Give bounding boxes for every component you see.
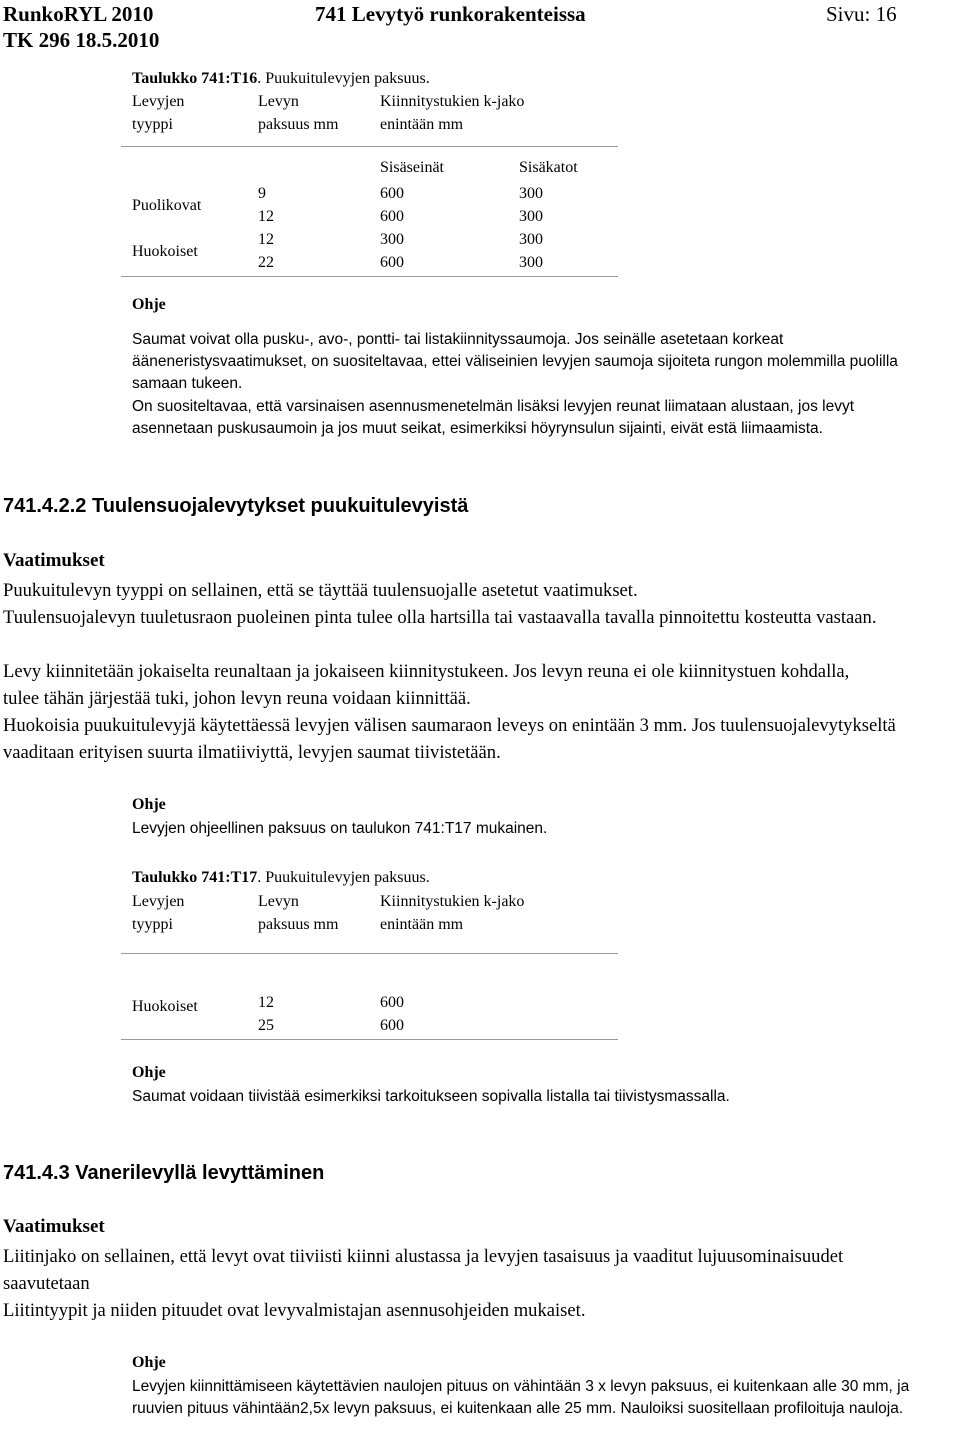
- table16-row1-type: Puolikovat: [132, 197, 202, 214]
- section-heading-741-4-2-2: 741.4.2.2 Tuulensuojalevytykset puukuitulevyistä: [3, 495, 469, 517]
- ohje2-text: Levyjen ohjeellinen paksuus on taulukon 741:T17 mukainen.: [132, 820, 548, 837]
- table17-col-spacing-1: Kiinnitystukien k-jako: [380, 893, 525, 910]
- section742-paragraph-3: Levy kiinnitetään jokaiselta reunaltaan ja jokaiseen kiinnitystukeen. Jos levyn reuna ei ole kiinnitystuen kohdalla, tulee tähän järjestää tuki, johon levyn reuna voidaan kiinnittää.: [3, 661, 850, 709]
- doc-id: TK 296 18.5.2010: [3, 28, 160, 52]
- table17-header-rule: [121, 953, 618, 954]
- table16-row2-ceilings-b: 300: [519, 254, 543, 271]
- doc-title: RunkoRYL 2010: [3, 2, 154, 26]
- section-title: 741 Levytyö runkorakenteissa: [315, 2, 586, 26]
- table17-col-type-2: tyyppi: [132, 916, 173, 933]
- section742-paragraph-4: Huokoisia puukuitulevyjä käytettäessä levyjen välisen saumaraon leveys on enintään 3 mm. Jos tuulensuojalevytykseltä vaaditaan erityisen suurta ilmatiiviyttä, levyjen saumat tiivistetään.: [3, 715, 896, 763]
- section-heading-741-4-3: 741.4.3 Vanerilevyllä levyttäminen: [3, 1162, 325, 1184]
- table17-col-thickness-1: Levyn: [258, 893, 299, 910]
- table17-caption: [132, 869, 430, 887]
- table16-row2-thickness-a: 12: [258, 231, 274, 248]
- table17-bottom-rule: [121, 1039, 618, 1040]
- section743-requirements-label: Vaatimukset: [3, 1216, 105, 1237]
- table16-row1-ceilings-a: 300: [519, 185, 543, 202]
- table16-col-thickness-2: paksuus mm: [258, 116, 339, 133]
- table16-sub-walls: Sisäseinät: [380, 159, 444, 176]
- table16-col-spacing-1: Kiinnitystukien k-jako: [380, 93, 525, 110]
- table17-caption-text: . Puukuitulevyjen paksuus.: [257, 869, 430, 886]
- table16-row1-ceilings-b: 300: [519, 208, 543, 225]
- ohje3-text: Saumat voidaan tiivistää esimerkiksi tarkoitukseen sopivalla listalla tai tiivistysmassalla.: [132, 1088, 730, 1105]
- ohje1-label: Ohje: [132, 296, 166, 313]
- table17-col-thickness-2: paksuus mm: [258, 916, 339, 933]
- table16-row1-thickness-b: 12: [258, 208, 274, 225]
- table16-caption-id: Taulukko 741:T16: [132, 70, 258, 87]
- table16-col-spacing-2: enintään mm: [380, 116, 464, 133]
- ohje1-paragraph-2: On suositeltavaa, että varsinaisen asennusmenetelmän lisäksi levyjen reunat liimataan alustaan, jos levyt asennetaan puskusaumoin ja jos muut seikat, esimerkiksi höyrynsulun sijainti, eivät estä liimaamista.: [132, 398, 854, 437]
- table16-row2-ceilings-a: 300: [519, 231, 543, 248]
- ohje2-label: Ohje: [132, 796, 166, 813]
- table16-col-type-1: Levyjen: [132, 93, 185, 110]
- table16-row2-thickness-b: 22: [258, 254, 274, 271]
- table16-caption-text: . Puukuitulevyjen paksuus.: [257, 70, 430, 87]
- table17-row1-thickness-b: 25: [258, 1017, 274, 1034]
- ohje1-paragraph-1: Saumat voivat olla pusku-, avo-, pontti- tai listakiinnityssaumoja. Jos seinälle asetetaan korkeat ääneneristysvaatimukset, on suositeltavaa, ettei väliseinien levyjen saumoja sijoiteta rungon molemmilla puolilla samaan tukeen.: [132, 331, 898, 392]
- page-label: Sivu: 16: [826, 2, 897, 26]
- table16-header-rule: [121, 146, 618, 147]
- section742-requirements-label: Vaatimukset: [3, 550, 105, 571]
- section742-paragraph-1: Puukuitulevyn tyyppi on sellainen, että se täyttää tuulensuojalle asetetut vaatimukset.: [3, 580, 638, 601]
- table16-row1-thickness-a: 9: [258, 185, 266, 202]
- table17-col-type-1: Levyjen: [132, 893, 185, 910]
- table16-row1-walls-a: 600: [380, 185, 404, 202]
- table17-col-spacing-2: enintään mm: [380, 916, 464, 933]
- table17-row1-thickness-a: 12: [258, 994, 274, 1011]
- table16-row1-walls-b: 600: [380, 208, 404, 225]
- table16-row2-type: Huokoiset: [132, 243, 198, 260]
- ohje4-text: Levyjen kiinnittämiseen käytettävien naulojen pituus on vähintään 3 x levyn paksuus, ei kuitenkaan alle 30 mm, ja ruuvien pituus vähintään2,5x levyn paksuus, ei kuitenkaan alle 25 mm. Nauloiksi suositellaan profiloituja nauloja.: [132, 1378, 910, 1417]
- table16-col-type-2: tyyppi: [132, 116, 173, 133]
- table16-sub-ceilings: Sisäkatot: [519, 159, 578, 176]
- ohje4-label: Ohje: [132, 1354, 166, 1371]
- table17-row1-type: Huokoiset: [132, 998, 198, 1015]
- section743-paragraph-2: Liitintyypit ja niiden pituudet ovat levyvalmistajan asennusohjeiden mukaiset.: [3, 1300, 586, 1321]
- table16-row2-walls-a: 300: [380, 231, 404, 248]
- table16-row2-walls-b: 600: [380, 254, 404, 271]
- table16-col-thickness-1: Levyn: [258, 93, 299, 110]
- table17-row1-spacing-a: 600: [380, 994, 404, 1011]
- table17-row1-spacing-b: 600: [380, 1017, 404, 1034]
- section743-paragraph-1: Liitinjako on sellainen, että levyt ovat tiiviisti kiinni alustassa ja levyjen tasaisuus ja vaaditut lujuusominaisuudet saavutetaan: [3, 1246, 844, 1294]
- table17-caption-id: Taulukko 741:T17: [132, 869, 258, 886]
- ohje3-label: Ohje: [132, 1064, 166, 1081]
- section742-paragraph-2: Tuulensuojalevyn tuuletusraon puoleinen pinta tulee olla hartsilla tai vastaavalla tavalla pinnoitettu kosteutta vastaan.: [3, 607, 877, 628]
- table16-caption: [132, 70, 430, 88]
- table16-bottom-rule: [121, 276, 618, 277]
